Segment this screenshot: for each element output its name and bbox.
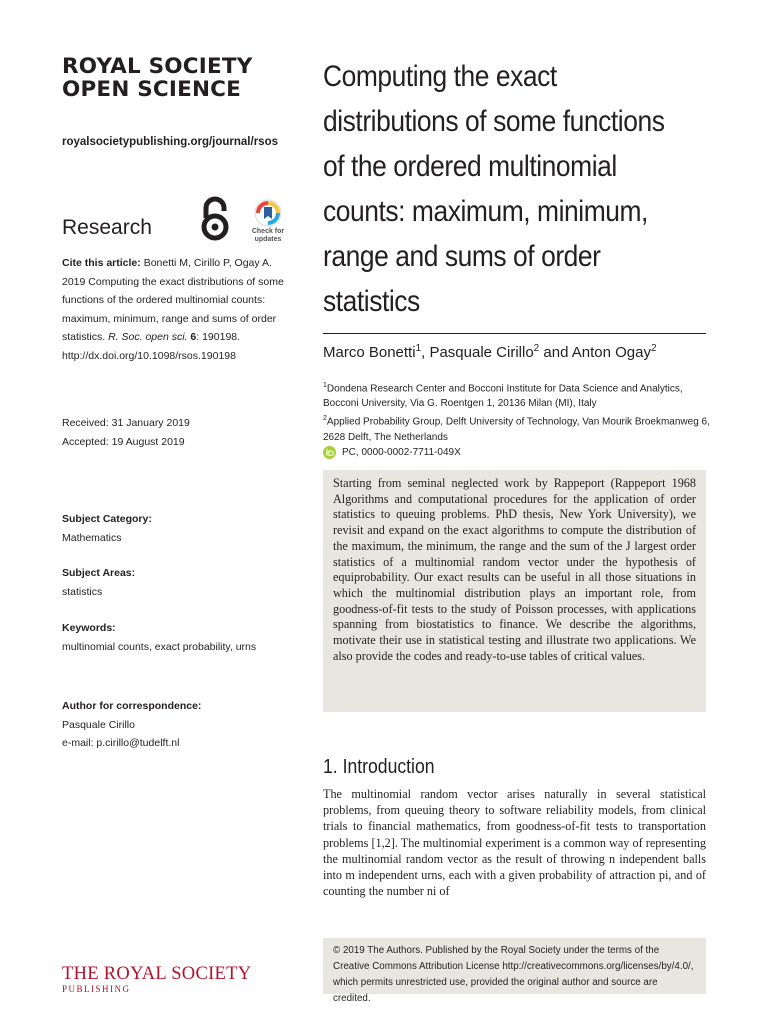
subject-areas-block xyxy=(62,564,292,601)
author-list xyxy=(323,343,657,361)
license-box: © 2019 The Authors. Published by the Royal Society under the terms of the Creative Commons Attribution License http://creativecommons.org/licenses/by/4.0/, which permits unrestricted use, provided the original author and source are credited. xyxy=(323,938,706,994)
affiliation-1-number: 1 xyxy=(323,382,327,389)
orcid-text: PC, 0000-0002-7711-049X xyxy=(342,447,461,458)
subject-category-block xyxy=(62,510,292,547)
orcid-icon xyxy=(323,446,336,459)
cite-doi-link[interactable]: http://dx.doi.org/10.1098/rsos.190198 xyxy=(62,349,236,362)
keywords-value: multinomial counts, exact probability, urns xyxy=(62,640,257,653)
keywords-label: Keywords: xyxy=(62,622,116,634)
author-cirillo-affil: 2 xyxy=(533,343,540,354)
check-for-updates-badge[interactable] xyxy=(246,198,290,244)
affiliation-2-text: Applied Probability Group, Delft University of Technology, Van Mourik Broekmanweg 6, 2628 Delft, The Netherlands xyxy=(323,416,710,443)
journal-brand xyxy=(62,55,252,101)
journal-url-link[interactable]: royalsocietypublishing.org/journal/rsos xyxy=(62,136,278,148)
article-title: Computing the exact distributions of some functions of the ordered multinomial counts: maximum, minimum, range and sums of order statistics xyxy=(323,60,665,318)
author-ogay-affil: 2 xyxy=(651,343,657,354)
affiliation-2-number: 2 xyxy=(323,415,327,423)
subject-category-label: Subject Category: xyxy=(62,513,152,525)
cite-rest: : 190198. xyxy=(196,331,241,343)
introduction-text: The multinomial random vector arises naturally in several statistical problems, from queuing theory to software reliability models, from clinical trials to financial mathematics, from goodness-of-fit tests to transportation problems [1,2]. The multinomial experiment is a common way of representing the multinomial random vector as the result of throwing n independent balls into m independent urns, each with a given probability of attraction pi, and of counting the number ni of xyxy=(323,787,706,899)
cite-text: Bonetti M, Cirillo P, Ogay A. 2019 Computing the exact distributions of some functions of the ordered multinomial counts: maximum, minimum, range and sums of order statistics. xyxy=(62,257,284,343)
abstract-box: Starting from seminal neglected work by Rappeport (Rappeport 1968 Algorithms and computational procedures for the application of order statistics to queuing problems. PhD thesis, New York University), we revisit and expand on the exact algorithms to compute the distribution of the maximum, the minimum, the range and the sum of the J largest order statistics of a multinomial random vector under the hypothesis of equiprobability. Our exact results can be useful in all those situations in which the multinomial distribution plays an important role, from goodness-of-fit tests to the study of Poisson processes, with applications spanning from biostatistics to finance. We describe the algorithms, motivate their use in statistical testing and illustrate two applications. We also provide the codes and ready-to-use tables of critical values. xyxy=(323,470,706,712)
received-date: Received: 31 January 2019 xyxy=(62,417,190,429)
author-ogay[interactable]: and Anton Ogay xyxy=(539,344,651,361)
brand-line-2: OPEN SCIENCE xyxy=(62,77,242,102)
check-updates-icon xyxy=(253,198,283,228)
author-bonetti-affil: 1 xyxy=(415,343,422,354)
author-bonetti[interactable]: Marco Bonetti xyxy=(323,344,416,361)
correspondence-name: Pasquale Cirillo xyxy=(62,718,135,731)
introduction-heading: 1. Introduction xyxy=(323,756,435,778)
check-updates-line-2: updates xyxy=(254,235,282,243)
subject-areas-label: Subject Areas: xyxy=(62,567,136,579)
subject-category-value: Mathematics xyxy=(62,531,122,544)
brand-line-1: ROYAL SOCIETY xyxy=(62,54,253,79)
author-cirillo[interactable]: , Pasquale Cirillo xyxy=(421,344,534,361)
affiliation-2 xyxy=(323,411,713,444)
cite-label: Cite this article: xyxy=(62,257,141,269)
open-access-icon xyxy=(198,196,232,242)
affiliations xyxy=(323,378,713,445)
check-updates-line-1: Check for xyxy=(251,228,285,235)
title-divider xyxy=(323,333,706,334)
keywords-block xyxy=(62,619,292,656)
dates-block xyxy=(62,414,292,451)
publisher-main: THE ROYAL SOCIETY xyxy=(62,964,252,984)
cite-journal: R. Soc. open sci. xyxy=(108,331,188,343)
correspondence-label: Author for correspondence: xyxy=(62,700,202,712)
orcid-line[interactable] xyxy=(323,446,461,459)
affiliation-1 xyxy=(323,378,713,411)
subject-areas-value[interactable]: statistics xyxy=(62,585,103,598)
accepted-date: Accepted: 19 August 2019 xyxy=(62,435,185,448)
publisher-sub: PUBLISHING xyxy=(62,984,131,994)
cite-volume: 6 xyxy=(190,331,197,343)
royal-society-publishing-logo xyxy=(62,964,251,994)
correspondence-block xyxy=(62,697,292,753)
citation-block xyxy=(62,254,292,365)
correspondence-email[interactable]: e-mail: p.cirillo@tudelft.nl xyxy=(62,737,180,749)
section-label: Research xyxy=(62,216,152,239)
affiliation-1-text: Dondena Research Center and Bocconi Institute for Data Science and Analytics, Bocconi University, Via G. Roentgen 1, 20136 Milan (MI), Italy xyxy=(323,383,683,410)
